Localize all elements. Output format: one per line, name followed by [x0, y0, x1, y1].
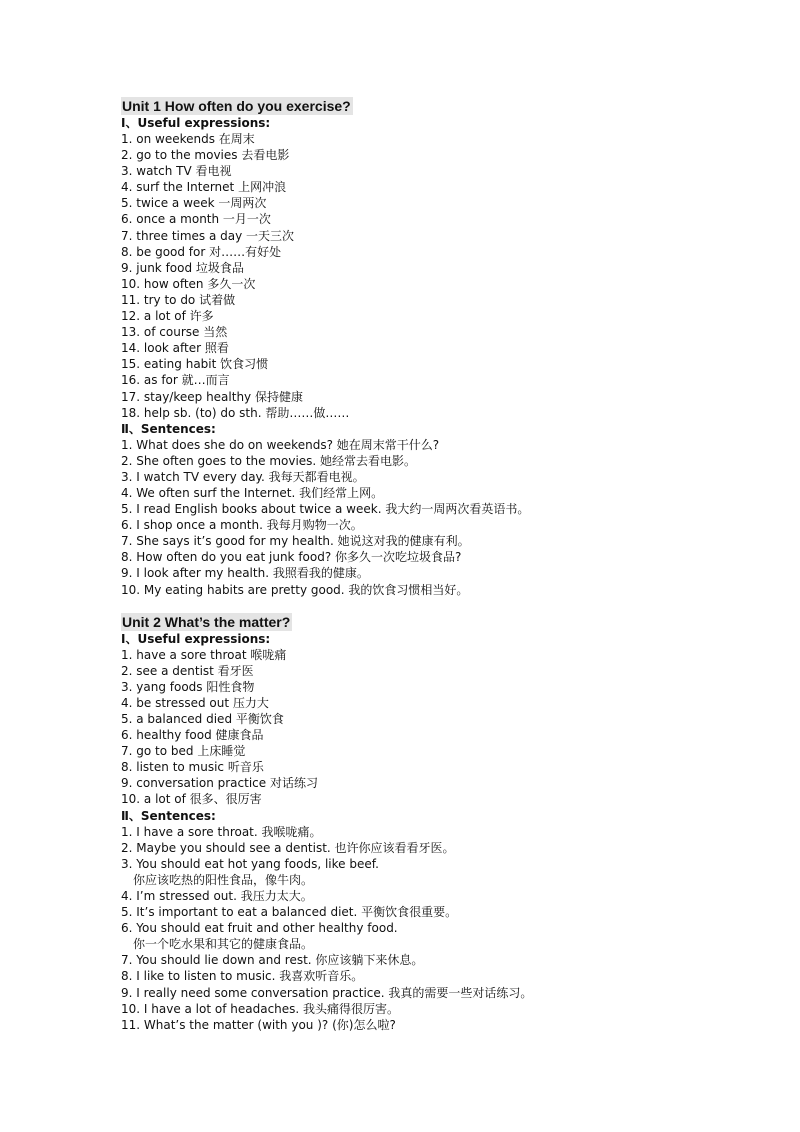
list-item: 5. a balanced died 平衡饮食 — [121, 712, 284, 726]
list-item: 6. healthy food 健康食品 — [121, 728, 264, 743]
list-item: 10. how often 多久一次 — [121, 276, 256, 291]
list-item: 13. of course 当然 — [121, 325, 228, 340]
list-item: 12. a lot of 许多 — [121, 309, 214, 324]
list-item: 2. She often goes to the movies. 她经常去看电影。 — [121, 453, 417, 468]
sentences-heading: Ⅱ、Sentences: — [121, 808, 216, 823]
list-item: 18. help sb. (to) do sth. 帮助……做…… — [121, 405, 350, 420]
expressions-list — [121, 647, 761, 808]
list-item: 7. You should lie down and rest. 你应该躺下来休息。 — [121, 953, 424, 968]
list-item: 2. Maybe you should see a dentist. 也许你应该看看牙医。 — [121, 840, 455, 855]
list-item: 10. My eating habits are pretty good. 我的饮食习惯相当好。 — [121, 582, 469, 597]
list-item: 5. It’s important to eat a balanced diet. 平衡饮食很重要。 — [121, 905, 458, 920]
section-spacer — [121, 598, 761, 612]
list-item-continuation: 你一个吃水果和其它的健康食品。 — [133, 937, 314, 952]
list-item: 2. see a dentist 看牙医 — [121, 663, 254, 678]
sentences-heading: Ⅱ、Sentences: — [121, 421, 216, 436]
list-item: 17. stay/keep healthy 保持健康 — [121, 389, 303, 404]
list-item: 1. What does she do on weekends? 她在周末常干什么? — [121, 437, 440, 452]
list-item: 11. What’s the matter (with you )? (你)怎么啦? — [121, 1017, 396, 1032]
list-item: 3. I watch TV every day. 我每天都看电视。 — [121, 469, 365, 484]
unit-title: Unit 2 What’s the matter? — [122, 613, 291, 630]
list-item: 6. once a month 一月一次 — [121, 212, 271, 227]
list-item: 8. I like to listen to music. 我喜欢听音乐。 — [121, 969, 364, 984]
unit-1-section — [121, 96, 761, 598]
list-item: 7. three times a day 一天三次 — [121, 228, 295, 243]
list-item: 8. listen to music 听音乐 — [121, 760, 264, 775]
list-item: 9. conversation practice 对话练习 — [121, 776, 318, 791]
list-item: 1. have a sore throat 喉咙痛 — [121, 647, 287, 662]
sentences-list — [121, 437, 761, 598]
list-item: 1. I have a sore throat. 我喉咙痛。 — [121, 824, 322, 839]
list-item: 2. go to the movies 去看电影 — [121, 148, 290, 163]
list-item: 11. try to do 试着做 — [121, 292, 236, 307]
list-item: 14. look after 照看 — [121, 341, 229, 356]
unit-title: Unit 1 How often do you exercise? — [122, 98, 351, 114]
list-item: 4. I’m stressed out. 我压力太大。 — [121, 888, 313, 903]
list-item: 3. You should eat hot yang foods, like beef. — [121, 856, 379, 871]
list-item: 1. on weekends 在周末 — [121, 132, 255, 146]
list-item: 10. I have a lot of headaches. 我头痛得很厉害。 — [121, 1001, 400, 1016]
expressions-heading: Ⅰ、Useful expressions: — [121, 631, 271, 646]
list-item: 5. twice a week 一周两次 — [121, 196, 267, 211]
list-item: 4. surf the Internet 上网冲浪 — [121, 180, 287, 195]
list-item: 15. eating habit 饮食习惯 — [121, 357, 269, 372]
list-item: 5. I read English books about twice a week. 我大约一周两次看英语书。 — [121, 502, 530, 517]
list-item: 9. junk food 垃圾食品 — [121, 260, 244, 275]
list-item: 9. I look after my health. 我照看我的健康。 — [121, 566, 369, 581]
list-item: 16. as for 就…而言 — [121, 373, 230, 388]
list-item: 4. be stressed out 压力大 — [121, 695, 269, 710]
list-item: 8. be good for 对……有好处 — [121, 244, 282, 259]
document-page — [121, 96, 761, 1033]
list-item: 7. go to bed 上床睡觉 — [121, 744, 246, 759]
list-item: 7. She says it’s good for my health. 她说这对我的健康有利。 — [121, 534, 470, 549]
list-item: 3. watch TV 看电视 — [121, 164, 232, 179]
list-item: 4. We often surf the Internet. 我们经常上网。 — [121, 485, 384, 500]
list-item-continuation: 你应该吃热的阳性食品，像牛肉。 — [133, 872, 314, 887]
list-item: 10. a lot of 很多、很厉害 — [121, 792, 262, 807]
sentences-list — [121, 824, 761, 1033]
list-item: 3. yang foods 阳性食物 — [121, 679, 255, 694]
list-item: 6. I shop once a month. 我每月购物一次。 — [121, 518, 363, 533]
list-item: 6. You should eat fruit and other healthy food. — [121, 921, 398, 936]
list-item: 9. I really need some conversation practice. 我真的需要一些对话练习。 — [121, 985, 533, 1000]
expressions-list — [121, 131, 761, 421]
unit-2-section — [121, 612, 761, 1033]
list-item: 8. How often do you eat junk food? 你多久一次吃垃圾食品? — [121, 550, 462, 565]
expressions-heading: Ⅰ、Useful expressions: — [121, 116, 271, 130]
